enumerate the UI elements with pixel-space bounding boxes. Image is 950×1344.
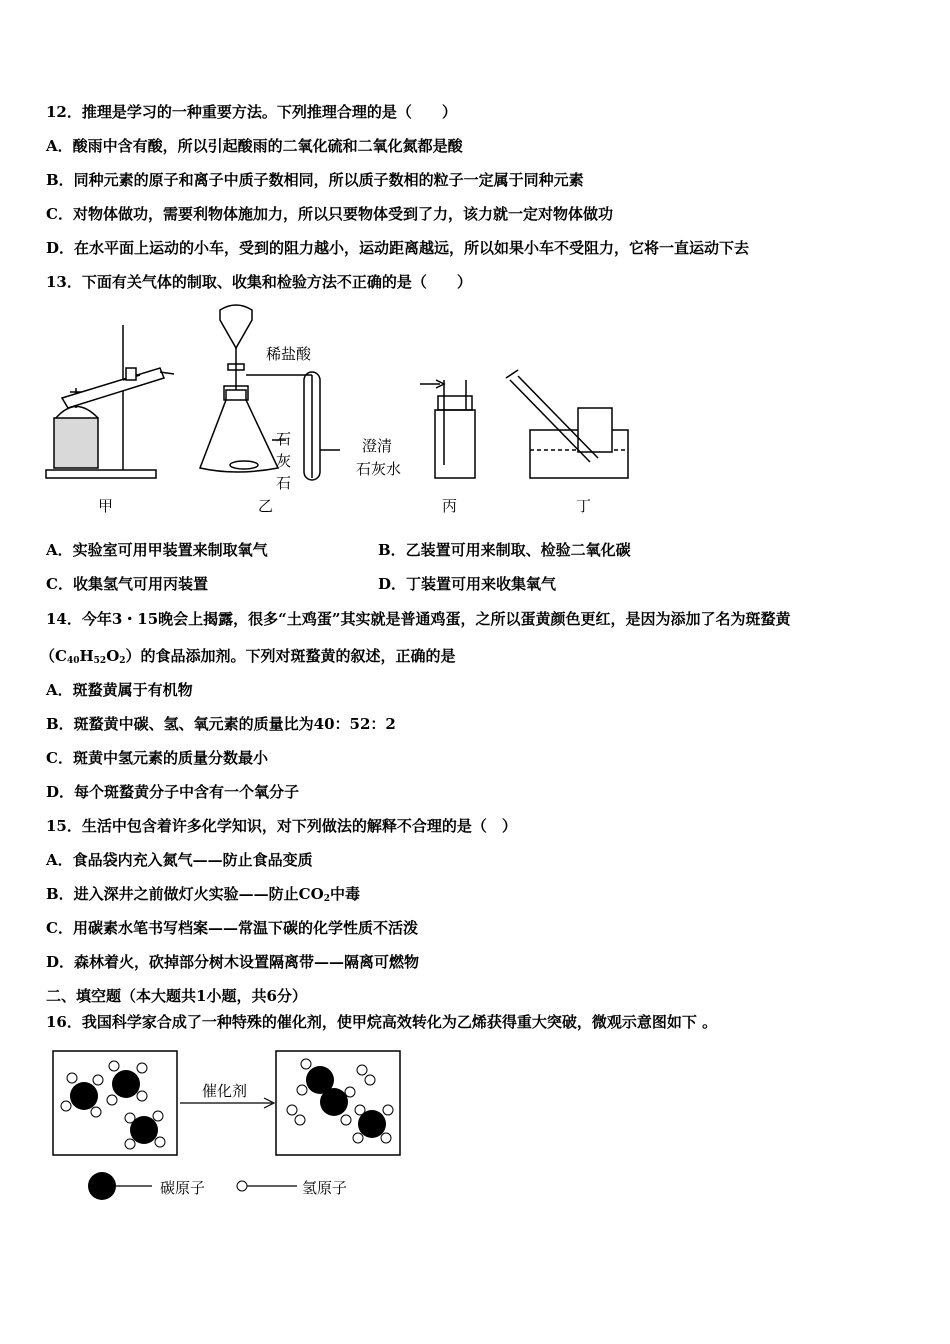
hydrogen-molecule-2 [287,1105,305,1125]
q12-option-b: B．同种元素的原子和离子中质子数相同，所以质子数相的粒子一定属于同种元素 [46,171,584,189]
caption-jia: 甲 [98,497,114,515]
ethylene-molecule [297,1059,355,1125]
q14-stem-line1: 14．今年3・15晚会上揭露，很多“土鸡蛋”其实就是普通鸡蛋，之所以蛋黄颜色更红，是因为添加了名为斑蝥黄 [46,610,791,628]
label-limewater-2: 石灰水 [356,460,402,478]
apparatus-jia [46,325,174,478]
q13-apparatus-figure [40,300,690,525]
hydrogen-molecule-1 [357,1065,375,1085]
caption-ding: 丁 [576,497,592,515]
methane-molecule-1 [61,1073,103,1117]
apparatus-yi [200,305,340,480]
caption-bing: 丙 [442,497,458,515]
label-limestone-3: 石 [276,474,292,492]
q13-stem: 13．下面有关气体的制取、收集和检验方法不正确的是（ ） [46,273,472,291]
legend-carbon-symbol [88,1172,152,1200]
label-dilute-hcl: 稀盐酸 [266,345,312,363]
apparatus-bing [420,380,475,478]
q15-option-b-post: 中毒 [329,885,360,903]
q12-option-d: D．在水平面上运动的小车，受到的阻力越小，运动距离越远，所以如果小车不受阻力，它将一直运动下去 [46,239,750,257]
q15-option-d: D．森林着火，砍掉部分树木设置隔离带——隔离可燃物 [46,953,420,971]
q14-option-c: C．斑黄中氢元素的质量分数最小 [46,749,268,767]
caption-yi: 乙 [258,497,274,515]
q16-stem: 16．我国科学家合成了一种特殊的催化剂，使甲烷高效转化为乙烯获得重大突破，微观示意图如下 。 [46,1013,718,1031]
q14-formula-h: H [79,647,94,665]
legend-carbon-label: 碳原子 [160,1179,206,1197]
q14-formula-o: O [106,647,120,665]
legend-hydrogen-symbol [237,1181,297,1191]
q14-formula-open: （C [40,647,67,665]
section2-heading: 二、填空题（本大题共1小题，共6分） [46,987,307,1005]
q14-option-d: D．每个斑蝥黄分子中含有一个氧分子 [46,783,300,801]
q14-option-b: B．斑蝥黄中碳、氢、氧元素的质量比为40：52：2 [46,715,396,733]
label-limestone-1: 石 [276,430,292,448]
q14-stem-line2 [40,646,456,671]
q15-option-b-sub: 2 [323,894,330,904]
q16-micro-figure [50,1048,410,1208]
q13-option-c: C．收集氢气可用丙装置 [46,575,208,593]
q15-option-c: C．用碳素水笔书写档案——常温下碳的化学性质不活泼 [46,919,418,937]
methane-molecule-2 [107,1061,147,1105]
apparatus-ding [506,370,628,478]
q14-sub-c: 40 [66,656,80,666]
q13-option-d: D．丁装置可用来收集氧气 [378,575,557,593]
q15-option-b [46,884,360,909]
q15-stem: 15．生活中包含着许多化学知识，对下列做法的解释不合理的是（ ） [46,817,517,835]
methane-molecule-3 [125,1111,165,1149]
q13-option-a: A．实验室可用甲装置来制取氧气 [46,541,268,559]
q14-option-a: A．斑蝥黄属于有机物 [46,681,193,699]
q14-sub-o: 2 [119,656,126,666]
q15-option-b-pre: B．进入深井之前做灯火实验——防止CO [46,885,324,903]
q12-option-a: A．酸雨中含有酸，所以引起酸雨的二氧化硫和二氧化氮都是酸 [46,137,463,155]
q14-sub-h: 52 [93,656,107,666]
label-limewater-1: 澄清 [362,437,393,455]
q12-stem: 12．推理是学习的一种重要方法。下列推理合理的是（ ） [46,103,457,121]
legend-hydrogen-label: 氢原子 [302,1179,348,1197]
label-limestone-2: 灰 [276,452,292,470]
q12-option-c: C．对物体做功，需要利物体施加力，所以只要物体受到了力，该力就一定对物体做功 [46,205,613,223]
q13-option-b: B．乙装置可用来制取、检验二氧化碳 [378,541,631,559]
q15-option-a: A．食品袋内充入氮气——防止食品变质 [46,851,313,869]
catalyst-label: 催化剂 [202,1082,248,1100]
q14-stem-rest: ）的食品添加剂。下列对斑蝥黄的叙述，正确的是 [125,647,456,665]
methane-molecule-remaining [353,1105,393,1143]
